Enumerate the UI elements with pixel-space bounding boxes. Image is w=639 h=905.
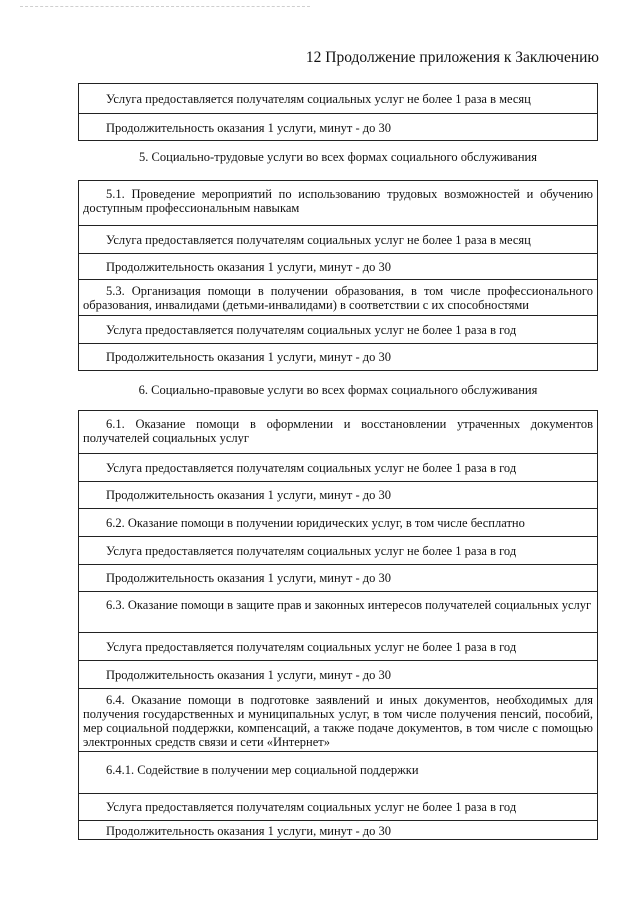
table-row	[79, 632, 597, 660]
table-row	[79, 225, 597, 253]
row-text: Услуга предоставляется получателям социальных услуг не более 1 раза в год	[106, 460, 517, 475]
row-text: Продолжительность оказания 1 услуги, минут - до 30	[106, 488, 392, 502]
table-row	[79, 113, 597, 141]
row-text: Услуга предоставляется получателям социальных услуг не более 1 раза в год	[106, 800, 517, 814]
scan-artifact-rule	[20, 6, 310, 7]
row-text: Продолжительность оказания 1 услуги, минут - до 30	[106, 667, 392, 682]
table-row	[79, 481, 597, 508]
table-row	[79, 343, 597, 370]
row-text: Продолжительность оказания 1 услуги, минут - до 30	[106, 350, 392, 364]
table-row	[79, 181, 597, 225]
table-row	[79, 508, 597, 536]
table-row	[79, 688, 597, 751]
section-5-table	[78, 180, 598, 371]
table-row	[79, 793, 597, 820]
table-row	[79, 253, 597, 279]
table-row	[79, 820, 597, 840]
table-row	[79, 536, 597, 564]
section-5-title: 5. Социально-трудовые услуги во всех формах социального обслуживания	[139, 150, 537, 164]
table-row	[79, 84, 597, 113]
section-6-table	[78, 410, 598, 840]
table-row	[79, 279, 597, 315]
table-row	[79, 660, 597, 688]
table-row	[79, 564, 597, 591]
table-row	[79, 591, 597, 632]
row-text: Услуга предоставляется получателям социальных услуг не более 1 раза в год	[106, 543, 517, 558]
row-text: Услуга предоставляется получателям социальных услуг не более 1 раза в год	[106, 322, 517, 337]
row-text: Продолжительность оказания 1 услуги, минут - до 30	[106, 571, 392, 585]
row-text: 6.4. Оказание помощи в подготовке заявлений и иных документов, необходимых для получения государственных и муниципальных услуг, в том числе получения пенсий, пособий, мер социальной поддержки, компенсаций, а также подаче документов, в том числе с помощью электронных средств связи и сети «Интернет»	[83, 693, 593, 749]
row-text: Продолжительность оказания 1 услуги, минут - до 30	[106, 120, 392, 135]
row-text: 5.3. Организация помощи в получении образования, в том числе профессионального образования, инвалидами (детьми-инвалидами) в соответствии с их способностями	[83, 284, 593, 312]
row-text: 6.1. Оказание помощи в оформлении и восстановлении утраченных документов получателей социальных услуг	[83, 417, 593, 445]
row-text: 6.2. Оказание помощи в получении юридических услуг, в том числе бесплатно	[106, 515, 525, 530]
row-text: Продолжительность оказания 1 услуги, минут - до 30	[106, 259, 392, 274]
row-text: 6.3. Оказание помощи в защите прав и законных интересов получателей социальных услуг	[106, 598, 592, 612]
table-row	[79, 315, 597, 343]
row-text: Продолжительность оказания 1 услуги, минут - до 30	[106, 823, 392, 838]
row-text: Услуга предоставляется получателям социальных услуг не более 1 раза в год	[106, 639, 517, 654]
row-text: Услуга предоставляется получателям социальных услуг не более 1 раза в месяц	[106, 232, 531, 247]
row-text: 5.1. Проведение мероприятий по использованию трудовых возможностей и обучению доступным профессиональным навыкам	[83, 187, 593, 215]
row-text: Услуга предоставляется получателям социальных услуг не более 1 раза в месяц	[106, 91, 531, 106]
table-row	[79, 751, 597, 793]
table-row	[79, 453, 597, 481]
section-6-title: 6. Социально-правовые услуги во всех формах социального обслуживания	[138, 383, 538, 397]
table-row	[79, 411, 597, 453]
continuation-table	[78, 83, 598, 141]
page-header: 12 Продолжение приложения к Заключению	[305, 49, 599, 66]
row-text: 6.4.1. Содействие в получении мер социальной поддержки	[106, 763, 419, 777]
